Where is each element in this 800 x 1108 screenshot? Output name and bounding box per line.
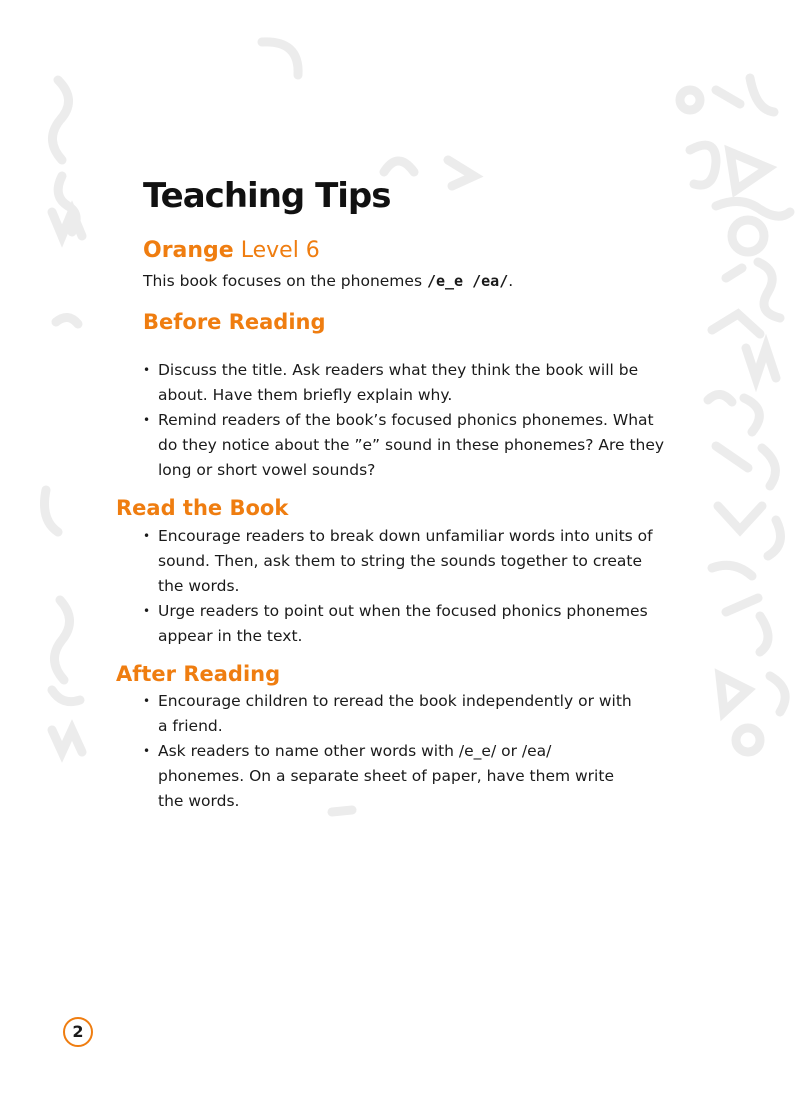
focus-phonemes: /e_e /ea/ bbox=[426, 272, 509, 290]
before-reading-list bbox=[143, 358, 665, 483]
after-reading-list bbox=[143, 689, 633, 814]
list-item: • Remind readers of the book’s focused phonics phonemes. What do they notice about the ”e” sound in these phonemes? Are they long or short vowel sounds? bbox=[143, 408, 665, 483]
section-heading-after-reading: After Reading bbox=[116, 662, 281, 686]
level-number: Level 6 bbox=[240, 238, 320, 263]
focus-prefix: This book focuses on the phonemes bbox=[143, 272, 423, 290]
level-color-word: Orange bbox=[143, 238, 234, 263]
phoneme-focus-line bbox=[143, 272, 513, 290]
list-item: • Ask readers to name other words with /e_e/ or /ea/ phonemes. On a separate sheet of paper, have them write the words. bbox=[143, 739, 633, 814]
level-line bbox=[143, 238, 320, 263]
list-item: • Encourage children to reread the book independently or with a friend. bbox=[143, 689, 633, 739]
section-heading-read-the-book: Read the Book bbox=[116, 496, 289, 520]
section-heading-before-reading: Before Reading bbox=[143, 310, 326, 334]
list-item: • Urge readers to point out when the focused phonics phonemes appear in the text. bbox=[143, 599, 653, 649]
page-number: 2 bbox=[63, 1017, 93, 1047]
focus-suffix: . bbox=[508, 272, 514, 290]
list-item: • Discuss the title. Ask readers what they think the book will be about. Have them briefly explain why. bbox=[143, 358, 665, 408]
read-the-book-list bbox=[143, 524, 653, 649]
list-item: • Encourage readers to break down unfamiliar words into units of sound. Then, ask them to string the sounds together to create the words. bbox=[143, 524, 653, 599]
page-title: Teaching Tips bbox=[143, 176, 391, 216]
